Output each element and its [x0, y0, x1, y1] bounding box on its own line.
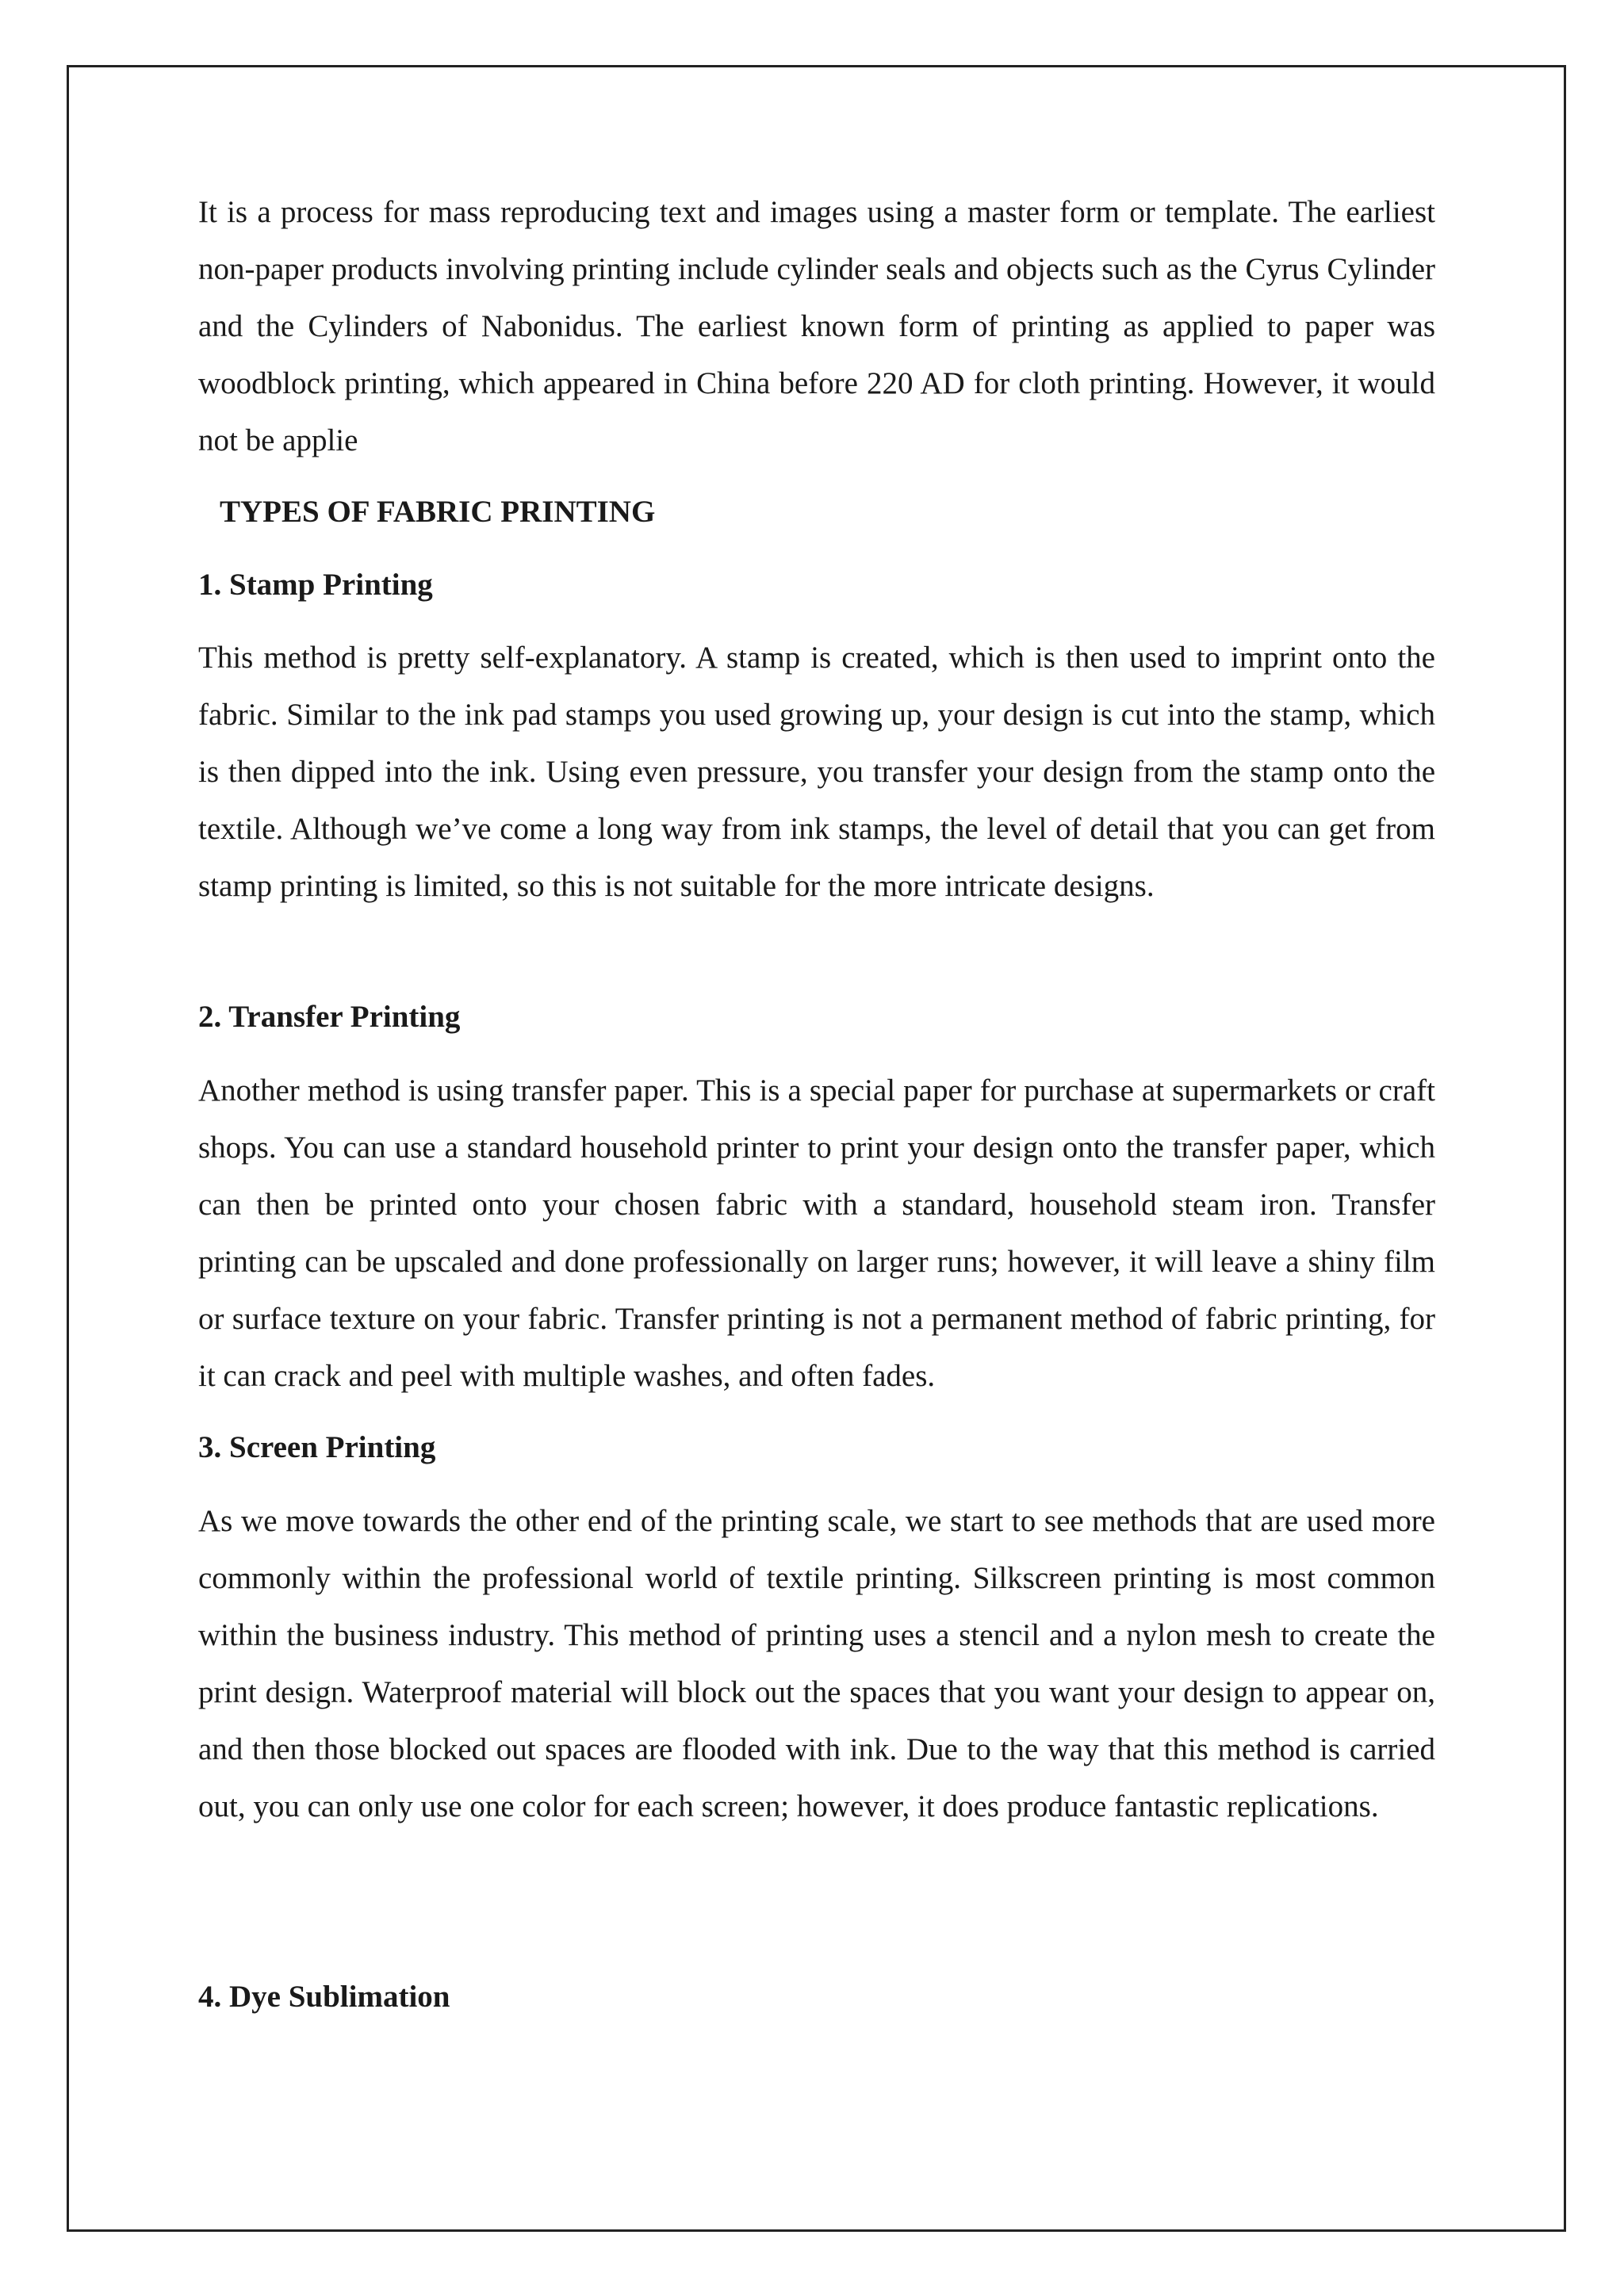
- heading-stamp-printing: 1. Stamp Printing: [198, 568, 433, 602]
- heading-dye-sublimation: 4. Dye Sublimation: [198, 1980, 450, 2014]
- paragraph-stamp-printing: This method is pretty self-explanatory. A stamp is created, which is then used to imprint onto the fabric. Similar to the ink pad stamps you used growing up, your design is cut into the stamp, which is then dipped into the ink. Using even pressure, you transfer your design from the stamp onto the textile. Although we’ve come a long way from ink stamps, the level of detail that you can get from stamp printing is limited, so this is not suitable for the more intricate designs.: [198, 641, 1435, 903]
- paragraph-screen-printing: As we move towards the other end of the printing scale, we start to see methods that are used more commonly within the professional world of textile printing. Silkscreen printing is most common within the business industry. This method of printing uses a stencil and a nylon mesh to create the print design. Waterproof material will block out the spaces that you want your design to appear on, and then those blocked out spaces are flooded with ink. Due to the way that this method is carried out, you can only use one color for each screen; however, it does produce fantastic replications.: [198, 1504, 1435, 1823]
- paragraph-transfer-printing: Another method is using transfer paper. This is a special paper for purchase at supermarkets or craft shops. You can use a standard household printer to print your design onto the transfer paper, which can then be printed onto your chosen fabric with a standard, household steam iron. Transfer printing can be upscaled and done professionally on larger runs; however, it will leave a shiny film or surface texture on your fabric. Transfer printing is not a permanent method of fabric printing, for it can crack and peel with multiple washes, and often fades.: [198, 1073, 1435, 1393]
- heading-screen-printing: 3. Screen Printing: [198, 1430, 436, 1464]
- heading-transfer-printing: 2. Transfer Printing: [198, 1000, 461, 1034]
- intro-paragraph: It is a process for mass reproducing text and images using a master form or template. The earliest non-paper products involving printing include cylinder seals and objects such as the Cyrus Cylinder and the Cylinders of Nabonidus. The earliest known form of printing as applied to paper was woodblock printing, which appeared in China before 220 AD for cloth printing. However, it would not be applie: [198, 195, 1435, 457]
- section-title: TYPES OF FABRIC PRINTING: [220, 495, 656, 529]
